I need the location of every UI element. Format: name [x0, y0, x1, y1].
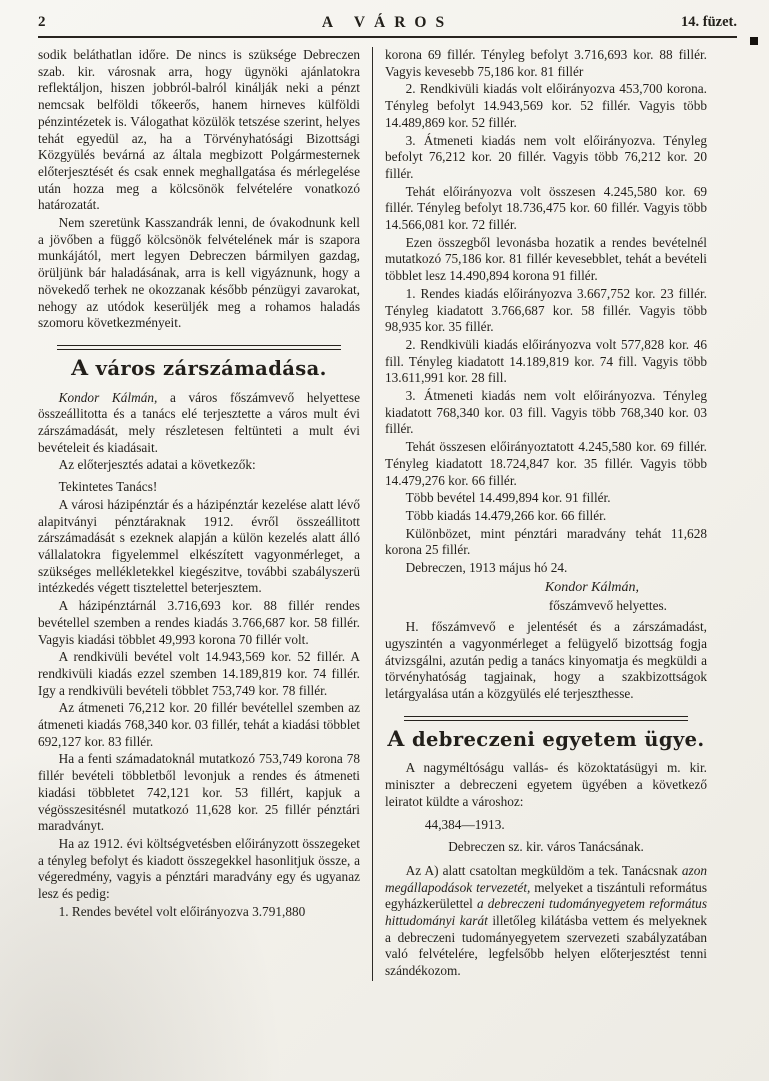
paragraph: Az átmeneti 76,212 kor. 20 fillér bevétellel szemben az átmeneti kiadás 768,340 kor. 03 fillér, tehát a kiadási többlet 692,127 kor. 83 fillér. — [38, 700, 360, 749]
paragraph: korona 69 fillér. Tényleg befolyt 3.716,693 kor. 88 fillér. Vagyis kevesebb 75,186 kor. 81 fillér — [385, 47, 707, 79]
paragraph: sodik beláthatlan időre. De nincs is szüksége Debreczen szab. kir. városnak arra, hogy ügynöki ajánlatokra reflektáljon, hiszen jobbról-balról kinálják neki a pénzt nemcsak belföldi tőkeerős, hanem hirneves külföldi pénzintézetek is. Válogathat közülök tetszése szerint, helyes tehát egyedül az, ha a Törvényhatósági Bizottsági Közgyülés bevárná az általa megbizott Polgármesternek előterjesztését és csak ennek meghallgatása és mérlegelése után hozza meg a kölcsönök felvételére vonatkozó határozatát. — [38, 47, 360, 213]
paragraph: A rendkivüli bevétel volt 14.943,569 kor. 52 fillér. A rendkivüli kiadás ezzel szemben 14.189,819 kor. 74 fillér. Igy a rendkivüli bevételi többlet 753,749 kor. 78 fillér. — [38, 649, 360, 698]
paragraph: Ezen összegből levonásba hozatik a rendes bevételnél mutatkozó 75,186 kor. 81 fillér kevesebblet, tehát a bevételi többlet lesz 14.490,894 korona 91 fillér. — [385, 234, 707, 284]
paragraph: Több bevétel 14.499,894 kor. 91 fillér. — [405, 490, 611, 506]
addressee-line: Debreczen sz. kir. város Tanácsának. — [448, 839, 644, 855]
paragraph: H. főszámvevő e jelentését és a zárszámadást, ugyszintén a vagyonmérleget a felügyelő bizottság fogja átvizsgálni, azután pedig a tanács kinyomatja és megküldi a törvényhatóság tagjainak, hogy a szakbizottságok letárgyalása után a közgyülés elé terjeszthesse. — [385, 619, 707, 702]
paragraph: 3. Átmeneti kiadás nem volt előirányozva. Tényleg kiadatott 768,340 kor. 03 fill. Vagyis több 768,340 kor. 03 fillér. — [385, 388, 707, 437]
paragraph: Ha a fenti számadatoknál mutatkozó 753,749 korona 78 fillér bevételi többletből levonjuk a rendes és átmeneti kiadási többletet 742,121 kor. 53 fillért, kapjuk a végösszesitésnél mutatkozó 11,628 kor. 25 fillér pénztári maradványt. — [38, 751, 360, 834]
emphasized-text: a debreczeni tudományegyetem református hittudományi karát — [385, 896, 707, 929]
signature-title: főszámvevő helyettes. — [548, 597, 667, 613]
paragraph: 3. Átmeneti kiadás nem volt előirányozva. Tényleg befolyt 76,212 kor. 20 fillér. Vagyis több 76,212 kor. 20 fillér. — [385, 132, 707, 181]
page-number: 2 — [38, 14, 46, 30]
left-column — [38, 47, 372, 981]
paragraph: Különbözet, mint pénztári maradvány tehát 11,628 korona 25 fillér. — [385, 525, 707, 558]
paragraph: Nem szeretünk Kasszandrák lenni, de óvakodnunk kell a jövőben a függő kölcsönök felvételének már is szapora munkájától, mert legyen Debreczen bármilyen gazdag, örüljünk bár haladásának, arra is kell vigyáznunk, hogy a növekedő terhek ne okozzanak később pénzügyi zavarokat, nehogy az utódok keserüljék meg a rohamos haladás szomoru következményeit. — [38, 215, 360, 331]
paragraph-text: melyeket a tiszántuli református egyházkerülettel — [385, 879, 707, 912]
paragraph: A házipénztárnál 3.716,693 kor. 88 fillér rendes bevétellel szemben a rendes kiadás 3.766,687 kor. 58 fillér. Vagyis kiadási többlet 49,993 korona 70 fillér volt. — [38, 598, 360, 647]
section-separator-rule — [57, 345, 340, 350]
section-heading-zarszamadas: A város zárszámadása. — [71, 354, 327, 381]
salutation-line: Tekintetes Tanács! — [58, 479, 158, 495]
signature-name: Kondor Kálmán, — [544, 579, 639, 595]
paragraph: 1. Rendes bevétel volt előirányozva 3.791,880 — [58, 903, 306, 919]
paragraph: Ha az 1912. évi költségvetésben előirányzott összegeket a tényleg befolyt és kiadott összegekkel hasonlitjuk össze, a végeredmény, vagyis a pénztári maradvány egy és ugyanaz lesz és pedig: — [38, 835, 360, 902]
issue-label: 14. füzet. — [681, 14, 737, 30]
paragraph: Több kiadás 14.479,266 kor. 66 fillér. — [405, 507, 607, 523]
paragraph: 1. Rendes kiadás előirányozva 3.667,752 kor. 23 fillér. Tényleg kiadatott 3.766,687 kor. 58 fillér. Vagyis több 98,935 kor. 35 fillér. — [385, 285, 707, 335]
author-name: Kondor Kálmán, — [58, 389, 158, 405]
page-columns — [38, 47, 737, 981]
paragraph: Tehát előirányozva volt összesen 4.245,580 kor. 69 fillér. Tényleg befolyt 18.736,475 kor. 60 fillér. Vagyis több 14.566,081 kor. 72 fillér. — [385, 183, 707, 233]
paragraph — [385, 863, 707, 980]
dateline: Debreczen, 1913 május hó 24. — [405, 560, 568, 576]
paragraph: Tehát összesen előirányoztatott 4.245,580 kor. 69 fillér. Tényleg kiadatott 18.724,847 kor. 35 fillér. Vagyis több 14.479,276 kor. 66 fillér. — [385, 439, 707, 488]
paragraph — [38, 390, 360, 457]
paragraph: 2. Rendkivüli kiadás volt előirányozva 453,700 korona. Tényleg befolyt 14.943,569 kor. 52 fillér. Vagyis több 14.489,869 kor. 52 fillér. — [385, 81, 707, 130]
section-separator-rule — [404, 716, 687, 721]
section-heading-egyetem: A debreczeni egyetem ügye. — [387, 725, 705, 752]
paragraph: A nagyméltóságu vallás- és közoktatásügyi m. kir. miniszter a debreczeni egyetem ügyében a következő leiratot küldte a városhoz: — [385, 760, 707, 809]
ink-spot-artifact — [750, 37, 758, 45]
document-number: 44,384—1913. — [424, 816, 505, 832]
right-column — [373, 47, 707, 981]
paragraph: Az előterjesztés adatai a következők: — [58, 457, 256, 473]
paragraph: 2. Rendkivüli kiadás előirányozva volt 577,828 kor. 46 fill. Tényleg kiadatott 14.189,819 kor. 74 fill. Vagyis több 13.611,991 kor. 28 fill. — [385, 336, 707, 386]
paragraph: A városi házipénztár és a házipénztár kezelése alatt lévő alapitványi pénztáraknak 1912. évről összeállitott zárszámadását s ezeknek alapján a külön kezelés alatt álló vállalatokra figyelemmel elkészített vagyonmérleget, a szükséges mellékletekkel kiegészitve, további szabályszerü intézkedés végett tisztelettel beterjesztem. — [38, 496, 360, 596]
journal-title: A VÁROS — [321, 14, 454, 31]
paragraph-text: illetőleg kilátásba vettem és melyeknek a debreczeni tudományegyetem szervezeti szabályzatában való felvételére, legfelsőbb helyen előterjesztést tenni szándékozom. — [385, 913, 707, 979]
paragraph-text: a város főszámvevő helyettese összeállitotta és a tanács elé terjesztette a város mult évi zárszámadását, mely részletesen feltünteti a mult évi bevételeit és kiadásait. — [38, 389, 360, 455]
paragraph-text: Az A) alatt csatoltan megküldöm a tek. Tanácsnak — [405, 862, 682, 878]
emphasized-text: azon megállapodások tervezetét, — [385, 862, 707, 895]
page-header — [38, 14, 737, 38]
